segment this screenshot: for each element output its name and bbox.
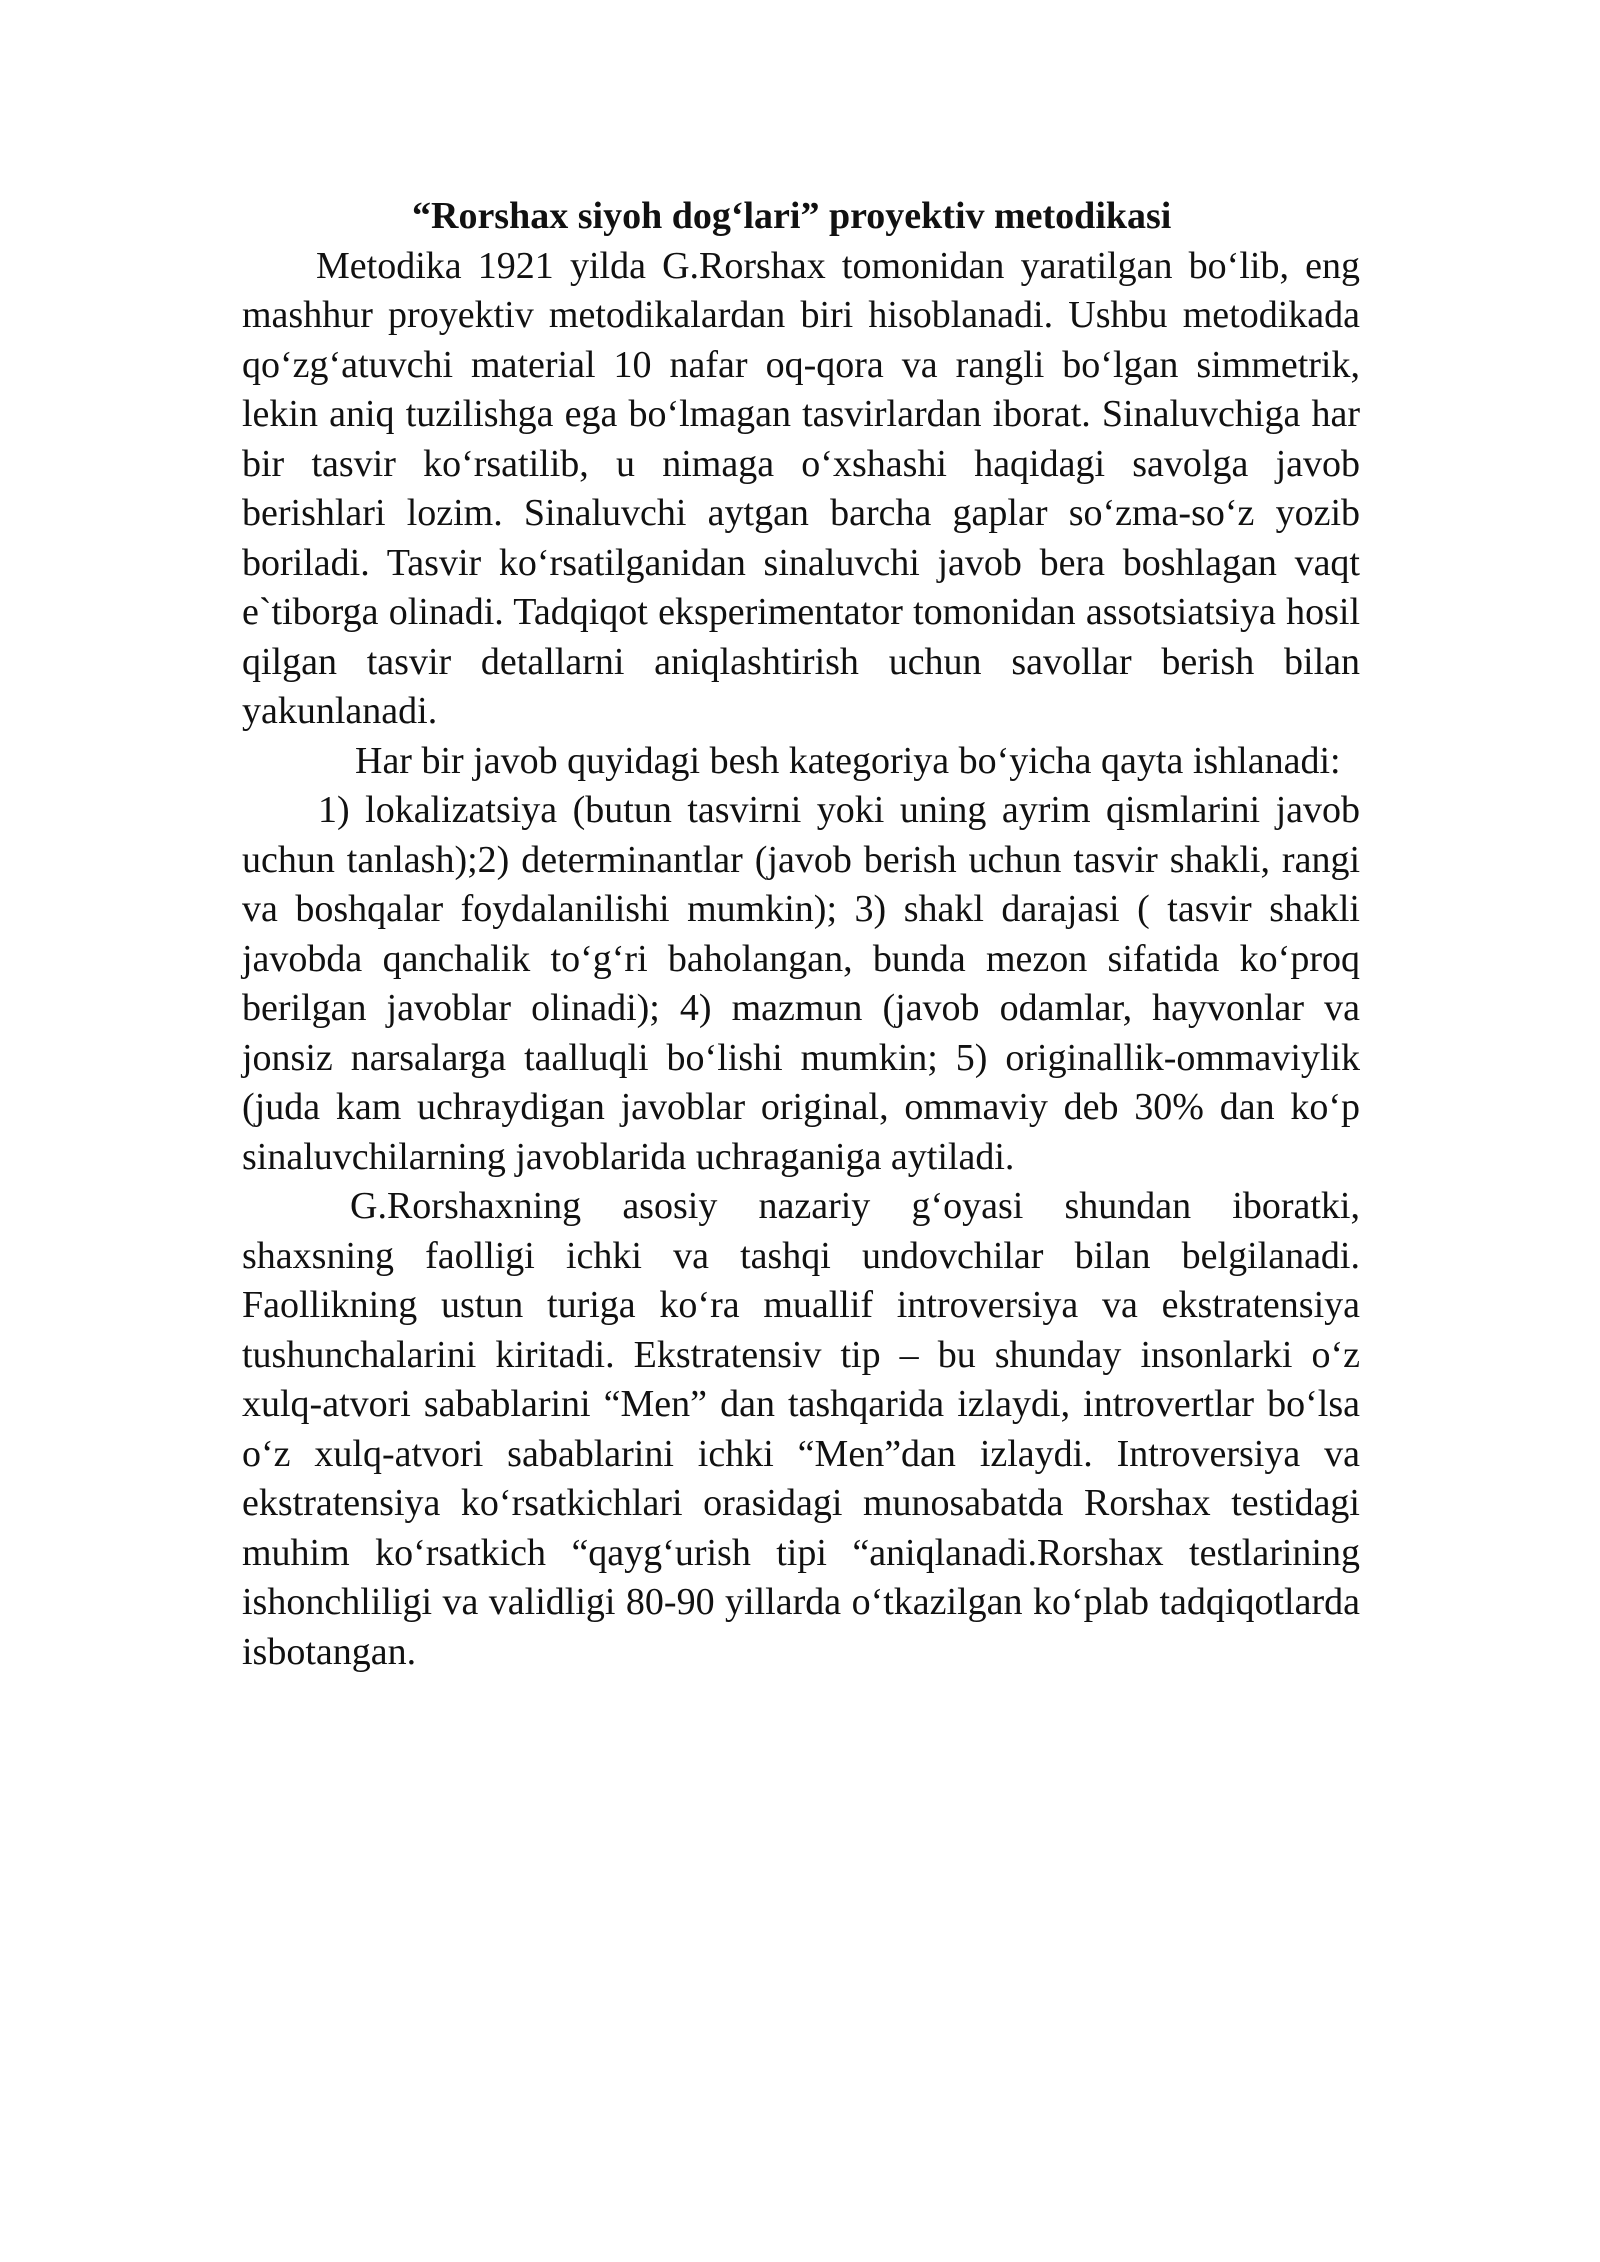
document-body [242,192,1360,1677]
paragraph-theory: G.Rorshaxning asosiy nazariy g‘oyasi shundan iboratki, shaxsning faolligi ichki va tashqi undovchilar bilan belgilanadi. Faollikning ustun turiga ko‘ra muallif introversiya va ekstratensiya tushunchalarini kiritadi. Ekstratensiv tip – bu shunday insonlarki o‘z xulq-atvori sabablarini “Men” dan tashqarida izlaydi, introvertlar bo‘lsa o‘z xulq-atvori sabablarini ichki “Men”dan izlaydi. Introversiya va ekstratensiya ko‘rsatkichlari orasidagi munosabatda Rorshax testidagi muhim ko‘rsatkich “qayg‘urish tipi “aniqlanadi.Rorshax testlarining ishonchliligi va validligi 80-90 yillarda o‘tkazilgan ko‘plab tadqiqotlarda isbotangan. [242,1185,1360,1673]
document-title: “Rorshax siyoh dog‘lari” proyektiv metodikasi [412,195,1172,237]
paragraph-categories-list: 1) lokalizatsiya (butun tasvirni yoki uning ayrim qismlarini javob uchun tanlash);2) determinantlar (javob berish uchun tasvir shakli, rangi va boshqalar foydalanilishi mumkin); 3) shakl darajasi ( tasvir shakli javobda qanchalik to‘g‘ri baholangan, bunda mezon sifatida ko‘proq berilgan javoblar olinadi); 4) mazmun (javob odamlar, hayvonlar va jonsiz narsalarga taalluqli bo‘lishi mumkin; 5) originallik-ommaviylik (juda kam uchraydigan javoblar original, ommaviy deb 30% dan ko‘p sinaluvchilarning javoblarida uchraganiga aytiladi. [242,789,1360,1178]
paragraph-categories-intro: Har bir javob quyidagi besh kategoriya bo‘yicha qayta ishlanadi: [355,739,1341,782]
paragraph-method-intro: Metodika 1921 yilda G.Rorshax tomonidan yaratilgan bo‘lib, eng mashhur proyektiv metodikalardan biri hisoblanadi. Ushbu metodikada qo‘zg‘atuvchi material 10 nafar oq-qora va rangli bo‘lgan simmetrik, lekin aniq tuzilishga ega bo‘lmagan tasvirlardan iborat. Sinaluvchiga har bir tasvir ko‘rsatilib, u nimaga o‘xshashi haqidagi savolga javob berishlari lozim. Sinaluvchi aytgan barcha gaplar so‘zma-so‘z yozib boriladi. Tasvir ko‘rsatilganidan sinaluvchi javob bera boshlagan vaqt e`tiborga olinadi. Tadqiqot eksperimentator tomonidan assotsiatsiya hosil qilgan tasvir detallarni aniqlashtirish uchun savollar berish bilan yakunlanadi. [242,244,1360,732]
